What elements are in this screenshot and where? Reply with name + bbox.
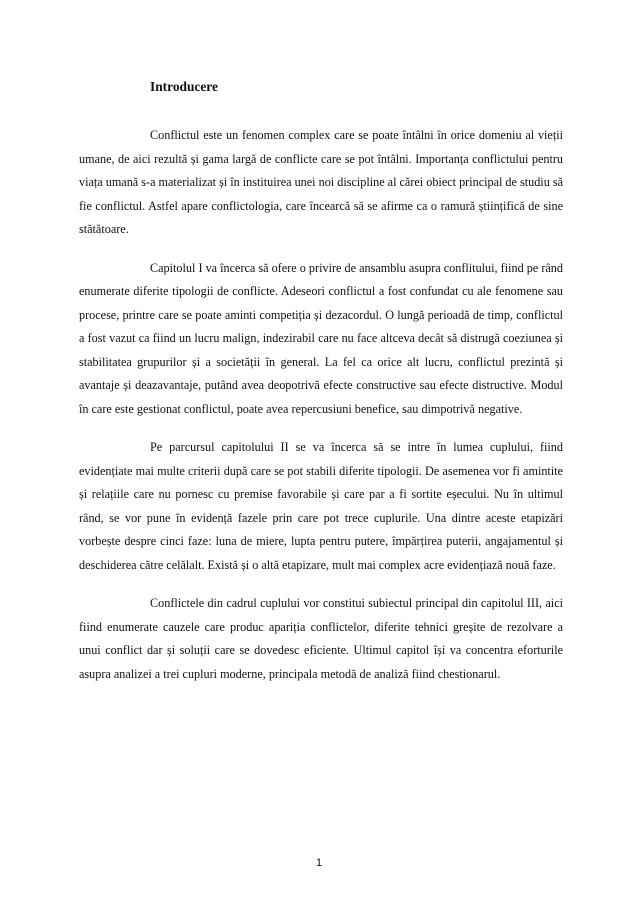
paragraph-4: Conflictele din cadrul cuplului vor constitui subiectul principal din capitolul III, aici fiind enumerate cauzele care produc apariția conflictelor, diferite tehnici greșite de rezolvare a unui conflict dar și soluții care se dovedesc eficiente. Ultimul capitol își va concentra eforturile asupra analizei a trei cupluri moderne, principala metodă de analiză fiind chestionarul. bbox=[79, 596, 563, 681]
section-heading: Introducere bbox=[150, 79, 218, 94]
page-number: 1 bbox=[315, 857, 323, 869]
document-body bbox=[79, 124, 563, 701]
paragraph-2: Capitolul I va încerca să ofere o privire de ansamblu asupra conflitului, fiind pe rând enumerate diferite tipologii de conflicte. Adeseori conflictul a fost confundat cu ale fenomene sau procese, printre care se poate aminti competiția și dezacordul. O lungă perioadă de timp, conflictul a fost vazut ca fiind un lucru malign, indezirabil care nu face altceva decât să distrugă coeziunea și stabilitatea grupurilor și a societății în general. La fel ca orice alt lucru, conflictul prezintă și avantaje și deazavantaje, putând avea deopotrivă efecte constructive sau efecte distructive. Modul în care este gestionat conflictul, poate avea repercusiuni benefice, sau dimpotrivă negative. bbox=[79, 260, 563, 416]
paragraph-1: Conflictul este un fenomen complex care se poate întâlni în orice domeniu al vieții umane, de aici rezultă și gama largă de conflicte care se pot întâlni. Importanța conflictului pentru viața umană s-a materializat și în instituirea unei noi discipline al cărei obiect principal de studiu să fie conflictul. Astfel apare conflictologia, care încearcă să se afirme ca o ramură științifică de sine stătătoare. bbox=[79, 128, 563, 236]
paragraph-3: Pe parcursul capitolului II se va încerca să se intre în lumea cuplului, fiind evidențiate mai multe criterii după care se pot stabili diferite tipologii. De asemenea vor fi amintite și relațiile care nu pornesc cu premise favorabile și care par a fi sortite eșecului. Nu în ultimul rând, se vor pune în evidență fazele prin care pot trece cuplurile. Una dintre aceste etapizări vorbește despre cinci faze: luna de miere, lupta pentru putere, împărțirea puterii, angajamentul și deschiderea către celălalt. Există și o altă etapizare, mult mai complex acre evidențiază nouă faze. bbox=[79, 440, 563, 572]
